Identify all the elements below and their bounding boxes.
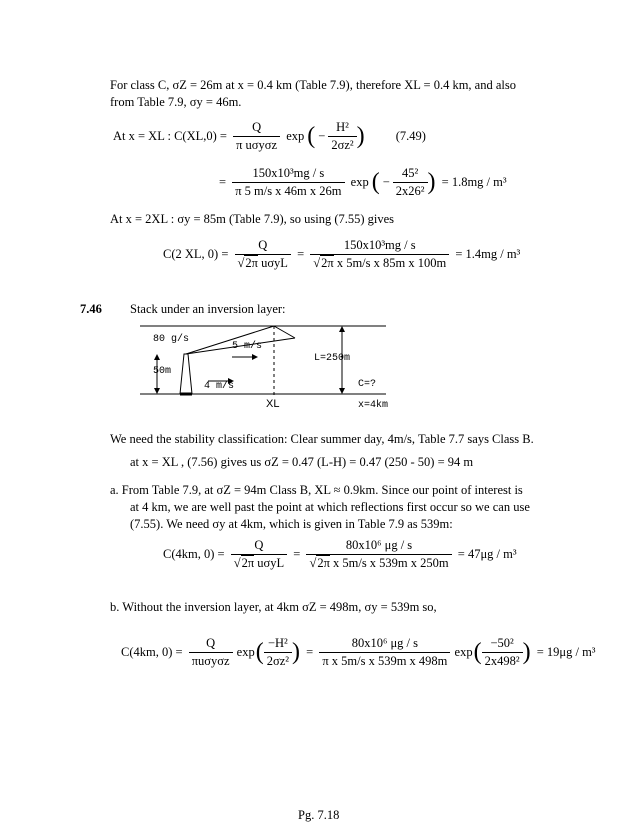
eq2-numerator: 150x10³mg / s	[232, 166, 344, 183]
wind-upper-label: 5 m/s	[232, 341, 263, 352]
eq5-inner-fraction-2	[482, 636, 523, 669]
eq5-fraction-1	[189, 636, 233, 669]
section-title: Stack under an inversion layer:	[130, 302, 286, 316]
eq2-exp: exp	[350, 175, 369, 189]
eq1-denominator: π uσyσz	[236, 138, 278, 152]
eq3-numerator-1: Q	[235, 238, 291, 255]
x-distance-label: x=4km	[358, 400, 389, 411]
eq5-denominator-1: πuσyσz	[191, 654, 230, 668]
eq4-denominator-2: √2π x 5m/s x 539m x 250m	[309, 556, 449, 570]
xl-label: XL	[266, 398, 280, 410]
eq1-reference: (7.49)	[395, 129, 426, 143]
eq1-fraction	[233, 120, 280, 153]
eq5-inner-fraction-1	[264, 636, 292, 669]
eq1-inner-fraction	[328, 120, 356, 153]
para-a-line3: (7.55). We need σy at 4km, which is given in Table 7.9 as 539m:	[130, 517, 453, 531]
eq5-inner-denominator-2: 2x498²	[484, 654, 520, 668]
para-class-c-line2: from Table 7.9, σy = 46m.	[110, 95, 242, 109]
para-b: b. Without the inversion layer, at 4km σZ = 498m, σy = 539m so,	[110, 600, 437, 614]
eq5-denominator-2: π x 5m/s x 539m x 498m	[322, 654, 448, 668]
eq2-fraction	[232, 166, 344, 199]
eq2-inner-denominator: 2x26²	[395, 184, 425, 198]
layer-height-label: L=250m	[314, 353, 351, 364]
eq3-denominator-1: √2π uσyL	[237, 256, 288, 270]
eq1-inner-denominator: 2σz²	[331, 138, 354, 152]
eq1-paren-open: (	[307, 123, 316, 149]
eq5-fraction-2	[319, 636, 450, 669]
eq3-numerator-2: 150x10³mg / s	[310, 238, 449, 255]
eq4-numerator-2: 80x10⁶ μg / s	[306, 538, 451, 555]
eq4-result: = 47μg / m³	[457, 547, 517, 561]
eq3-denominator-2: √2π x 5m/s x 85m x 100m	[313, 256, 447, 270]
wind-arrow-upper-head	[252, 354, 258, 360]
stack-height-label: 50m	[153, 366, 172, 377]
eq3-lead: C(2 XL, 0) =	[163, 247, 229, 261]
eq3-fraction-2	[310, 238, 449, 271]
eq4-fraction-2	[306, 538, 451, 571]
eq3-result: = 1.4mg / m³	[455, 247, 521, 261]
eq4-fraction-1	[231, 538, 287, 571]
eq1-exp: exp	[286, 129, 305, 143]
plume-reflection	[274, 326, 295, 338]
eq2-denominator: π 5 m/s x 46m x 26m	[235, 184, 342, 198]
eq5-inner-numerator-2: −50²	[482, 636, 523, 653]
para-a-line2: at 4 km, we are well past the point at which reflections first occur so we can use	[130, 500, 530, 514]
eq5-inner-numerator-1: −H²	[264, 636, 292, 653]
eq4-lead: C(4km, 0) =	[163, 547, 225, 561]
eq4-numerator-1: Q	[231, 538, 287, 555]
section-number: 7.46	[80, 302, 102, 316]
emission-label: 80 g/s	[153, 334, 190, 345]
eq5-numerator-2: 80x10⁶ μg / s	[319, 636, 450, 653]
eq5-exp-2: exp	[454, 645, 473, 659]
equation-class-c-result: = $\frac{\text{150x10³mg / s}}{\text{π 5 m/s x 46m x 26m}}$ exp ( − $\frac{\text{45²}}{\text{2x26²}}$ ) = 1.8mg / m³	[219, 166, 507, 198]
eq2-inner-fraction	[393, 166, 428, 199]
para-a-line1: a. From Table 7.9, at σZ = 94m Class B, XL ≈ 0.9km. Since our point of interest is	[110, 483, 523, 497]
eq5-result: = 19μg / m³	[536, 645, 596, 659]
equation-2xl: C(2 XL, 0) = $\frac{Q}{\text{√2π uσyL}}$ = $\frac{\text{150x10³mg / s}}{\text{√2π x 5m/s x 85m x 100m}}$ = 1.4mg / m³	[163, 238, 521, 270]
equation-4km-inversion: C(4km, 0) = $\frac{Q}{\text{√2π uσyL}}$ = $\frac{\text{80x10⁶ μg / s}}{\text{√2π x 5m/s x 539m x 250m}}$ = 47μg / m³	[163, 538, 517, 570]
eq4-denominator-1: √2π uσyL	[233, 556, 285, 570]
eq2-inner-numerator: 45²	[393, 166, 428, 183]
para-stability: We need the stability classification: Clear summer day, 4m/s, Table 7.7 says Class B.	[110, 432, 534, 446]
equation-7-49: At x = XL : C(XL,0) = $\frac{Q}{\text{π uσyσz}}$ exp ( − $\frac{\text{H²}}{\text{2σz²}}$ ) (7.49)	[113, 120, 426, 152]
page-number: Pg. 7.18	[298, 808, 340, 822]
para-2xl: At x = 2XL : σy = 85m (Table 7.9), so using (7.55) gives	[110, 212, 395, 226]
eq5-lead: C(4km, 0) =	[121, 645, 183, 659]
inversion-diagram	[140, 318, 400, 418]
wind-lower-label: 4 m/s	[204, 381, 235, 392]
eq1-numerator: Q	[233, 120, 280, 137]
eq3-fraction-1	[235, 238, 291, 271]
eq1-lead: At x = XL : C(XL,0) =	[113, 129, 227, 143]
eq2-result: = 1.8mg / m³	[441, 175, 507, 189]
para-sigma-z: at x = XL , (7.56) gives us σZ = 0.47 (L-H) = 0.47 (250 - 50) = 94 m	[130, 455, 474, 469]
concentration-label: C=?	[358, 379, 377, 390]
eq1-paren-close: )	[356, 123, 365, 149]
eq5-exp-1: exp	[236, 645, 255, 659]
eq1-inner-numerator: H²	[328, 120, 356, 137]
eq5-inner-denominator-1: 2σz²	[266, 654, 290, 668]
para-class-c-line1: For class C, σZ = 26m at x = 0.4 km (Table 7.9), therefore XL = 0.4 km, and also	[110, 78, 516, 92]
eq5-numerator-1: Q	[189, 636, 233, 653]
stack-shape	[180, 354, 192, 394]
equation-4km-no-inversion: C(4km, 0) = $\frac{Q}{\text{πuσyσz}}$ exp( $\frac{\text{−H²}}{\text{2σz²}}$ ) = $\frac{\text{80x10⁶ μg / s}}{\text{π x 5m/s x 539m x 498m}}$ exp( $\frac{\text{−50²}}{\text{2x498²}}$ ) = 19μg / m³	[121, 636, 596, 668]
